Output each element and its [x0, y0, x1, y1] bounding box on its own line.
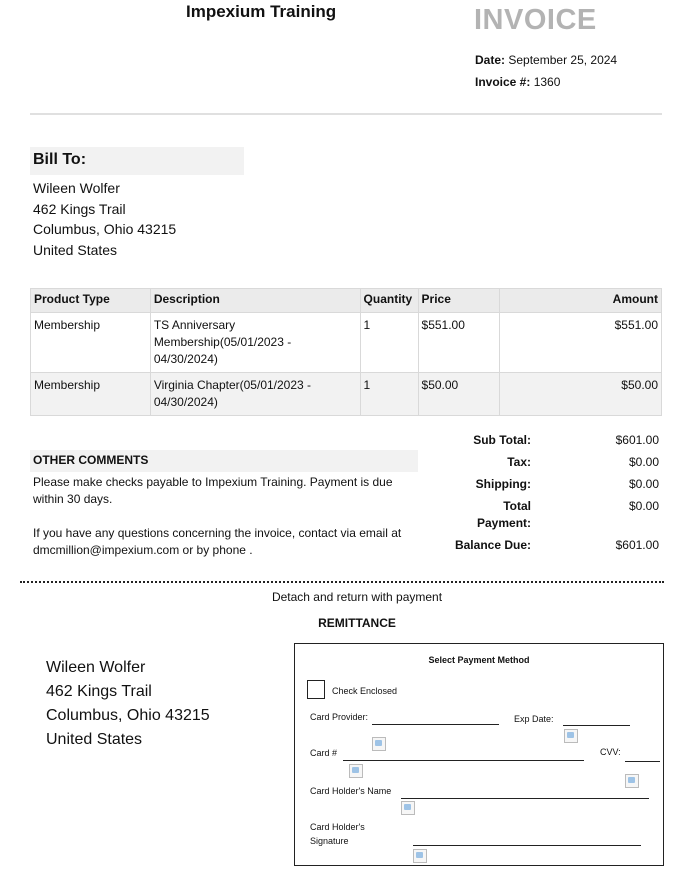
- broken-image-icon: [564, 729, 578, 743]
- payment-method-title: Select Payment Method: [428, 655, 530, 665]
- balance-due-row: [440, 537, 662, 554]
- remittance-address: [46, 656, 210, 752]
- card-provider-label: Card Provider:: [310, 712, 369, 722]
- tax-label: Tax:: [507, 455, 531, 469]
- column-header-quantity: Quantity: [360, 289, 418, 313]
- description-line: 04/30/2024): [153, 395, 218, 409]
- description-line: TS Anniversary: [153, 318, 236, 332]
- balance-due-value: $601.00: [615, 538, 659, 552]
- broken-image-icon: [349, 764, 363, 778]
- description-line: 04/30/2024): [153, 352, 218, 366]
- shipping-row: [440, 476, 662, 493]
- card-holder-name-field[interactable]: [401, 798, 649, 799]
- description-line: Virginia Chapter(05/01/2023 -: [153, 378, 312, 392]
- card-holder-name-label: Card Holder's Name: [310, 786, 392, 796]
- bill-to-address: [33, 178, 176, 261]
- signature-label-line2: Signature: [310, 836, 349, 846]
- invoice-date: [475, 53, 617, 67]
- cell-price: $50.00: [418, 373, 500, 416]
- remittance-city: Columbus, Ohio 43215: [46, 707, 210, 724]
- cell-quantity: 1: [360, 313, 418, 373]
- total-payment-label-line2: Payment:: [477, 516, 532, 530]
- card-number-label: Card #: [310, 748, 338, 758]
- detach-instruction: Detach and return with payment: [271, 590, 443, 604]
- cell-product-type: Membership: [31, 373, 151, 416]
- remittance-street: 462 Kings Trail: [46, 683, 152, 700]
- detach-line: [20, 581, 664, 583]
- column-header-description: Description: [150, 289, 360, 313]
- subtotal-label: Sub Total:: [473, 433, 531, 447]
- broken-image-icon: [625, 774, 639, 788]
- bill-to-street: 462 Kings Trail: [33, 200, 126, 217]
- description-line: Membership(05/01/2023 -: [153, 335, 292, 349]
- cell-amount: $50.00: [500, 373, 662, 416]
- bill-to-country: United States: [33, 242, 118, 259]
- comments-body: [33, 474, 413, 576]
- total-payment-label: [440, 498, 531, 532]
- cell-product-type: Membership: [31, 313, 151, 373]
- subtotal-value: $601.00: [615, 433, 659, 447]
- bill-to-heading: Bill To:: [30, 147, 244, 175]
- cell-price: $551.00: [418, 313, 500, 373]
- tax-row: [440, 454, 662, 471]
- totals-summary: [440, 432, 662, 559]
- broken-image-icon: [413, 849, 427, 863]
- cell-description: [150, 373, 360, 416]
- signature-label: [310, 820, 365, 848]
- table-row: [31, 373, 662, 416]
- line-items-table: [30, 288, 662, 416]
- remittance-name: Wileen Wolfer: [46, 659, 146, 676]
- bill-to-city: Columbus, Ohio 43215: [33, 221, 177, 238]
- invoice-title: INVOICE: [474, 4, 597, 36]
- company-name: Impexium Training: [186, 2, 337, 21]
- broken-image-icon: [372, 737, 386, 751]
- card-number-field[interactable]: [343, 760, 584, 761]
- card-provider-field[interactable]: [372, 724, 499, 725]
- header-divider: [30, 113, 662, 115]
- column-header-price: Price: [418, 289, 500, 313]
- table-header-row: [31, 289, 662, 313]
- signature-field[interactable]: [413, 845, 641, 846]
- cvv-field[interactable]: [625, 761, 660, 762]
- exp-date-field[interactable]: [563, 725, 630, 726]
- column-header-amount: Amount: [500, 289, 662, 313]
- date-label: Date:: [475, 53, 506, 67]
- check-enclosed-label: Check Enclosed: [332, 686, 398, 696]
- bill-to-name: Wileen Wolfer: [33, 180, 120, 196]
- cell-description: [150, 313, 360, 373]
- exp-date-label: Exp Date:: [514, 714, 554, 724]
- comments-heading: OTHER COMMENTS: [30, 450, 418, 472]
- check-enclosed-checkbox[interactable]: [307, 680, 325, 699]
- comments-payment-terms: Please make checks payable to Impexium Training. Payment is due within 30 days.: [33, 475, 393, 506]
- remittance-country: United States: [46, 731, 143, 748]
- shipping-value: $0.00: [628, 477, 659, 491]
- cell-quantity: 1: [360, 373, 418, 416]
- total-payment-value: $0.00: [628, 499, 659, 513]
- payment-method-box: [294, 643, 664, 866]
- date-value: September 25, 2024: [508, 53, 618, 67]
- comments-contact: If you have any questions concerning the invoice, contact via email at dmcmillion@impexium.com or by phone .: [33, 526, 402, 557]
- total-payment-label-line1: Total: [503, 499, 531, 513]
- total-payment-row: [440, 498, 662, 532]
- tax-value: $0.00: [628, 455, 659, 469]
- broken-image-icon: [401, 801, 415, 815]
- balance-due-label: Balance Due:: [454, 538, 531, 552]
- invoice-number: [475, 75, 560, 89]
- column-header-product-type: Product Type: [31, 289, 151, 313]
- shipping-label: Shipping:: [475, 477, 531, 491]
- invoice-number-label: Invoice #:: [475, 75, 531, 89]
- signature-label-line1: Card Holder's: [310, 822, 365, 832]
- table-row: [31, 313, 662, 373]
- subtotal-row: [440, 432, 662, 449]
- cell-amount: $551.00: [500, 313, 662, 373]
- invoice-number-value: 1360: [533, 75, 561, 89]
- remittance-heading: REMITTANCE: [318, 616, 396, 630]
- cvv-label: CVV:: [600, 747, 621, 757]
